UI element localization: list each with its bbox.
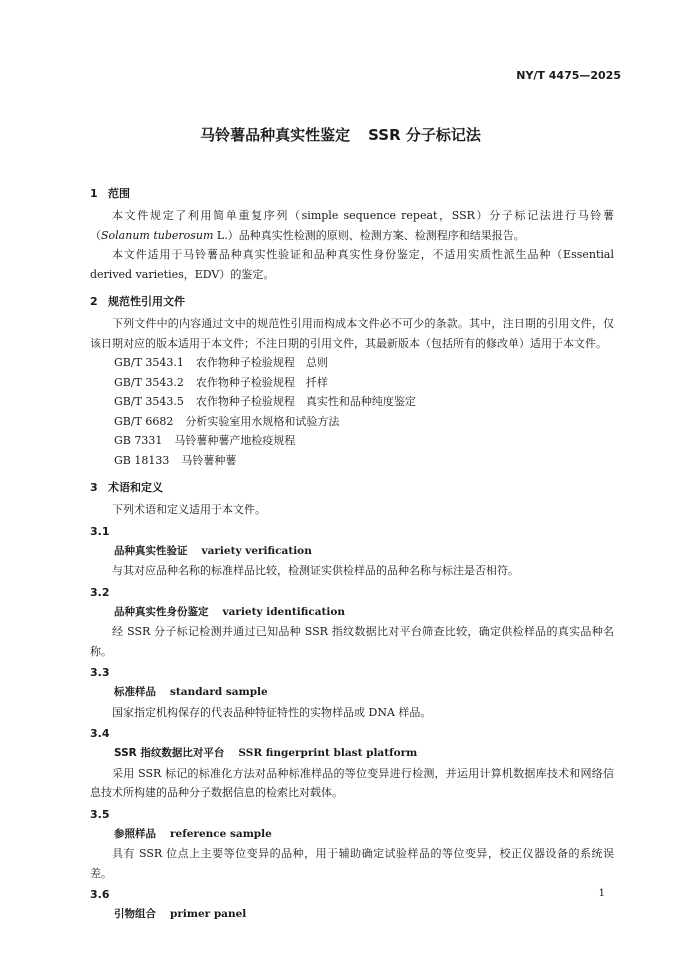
term-heading: SSR 指纹数据比对平台 SSR fingerprint blast platform <box>114 747 418 759</box>
page-number: 1 <box>598 888 605 899</box>
document-body <box>90 176 614 925</box>
term-number: 3.5 <box>90 807 110 821</box>
reference-item: GB/T 3543.2 农作物种子检验规程 扦样 <box>114 375 328 389</box>
term-definition: 经 SSR 分子标记检测并通过已知品种 SSR 指纹数据比对平台筛查比较，确定供检样品的真实品种名称。 <box>90 625 614 658</box>
section-heading-terms: 3 术语和定义 <box>90 481 163 494</box>
reference-item: GB 18133 马铃薯种薯 <box>114 453 237 467</box>
term-heading: 品种真实性验证 variety verification <box>114 544 312 557</box>
term-definition: 与其对应品种名称的标准样品比较，检测证实供检样品的品种名称与标注是否相符。 <box>112 564 519 577</box>
term-heading: 引物组合 primer panel <box>114 908 247 920</box>
standard-code-header: NY/T 4475—2025 <box>516 69 621 82</box>
reference-item: GB 7331 马铃薯种薯产地检疫规程 <box>114 434 296 447</box>
term-number: 3.1 <box>90 524 110 538</box>
term-definition: 具有 SSR 位点上主要等位变异的品种，用于辅助确定试验样品的等位变异，校正仪器设备的系统误差。 <box>90 847 614 880</box>
term-heading: 品种真实性身份鉴定 variety identification <box>114 605 346 618</box>
scope-paragraph-1: 本文件规定了利用简单重复序列（simple sequence repeat，SSR）分子标记法进行马铃薯（Solanum tuberosum L.）品种真实性检测的原则、检测方案、检测程序和结果报告。 <box>90 209 614 242</box>
term-heading: 参照样品 reference sample <box>114 827 272 840</box>
references-intro: 下列文件中的内容通过文中的规范性引用而构成本文件必不可少的条款。其中，注日期的引用文件，仅该日期对应的版本适用于本文件；不注日期的引用文件，其最新版本（包括所有的修改单）适用于本文件。 <box>90 317 614 350</box>
term-definition: 国家指定机构保存的代表品种特征特性的实物样品或 DNA 样品。 <box>112 705 432 719</box>
term-number: 3.6 <box>90 888 110 901</box>
reference-item: GB/T 3543.1 农作物种子检验规程 总则 <box>114 356 328 369</box>
section-heading-scope: 1 范围 <box>90 187 130 200</box>
term-number: 3.2 <box>90 585 110 599</box>
title-part-1: 马铃薯品种真实性鉴定 <box>200 126 351 144</box>
term-definition: 采用 SSR 标记的标准化方法对品种标准样品的等位变异进行检测，并运用计算机数据库技术和网络信息技术所构建的品种分子数据信息的检索比对载体。 <box>90 766 614 799</box>
term-number: 3.3 <box>90 666 110 679</box>
scope-paragraph-2: 本文件适用于马铃薯品种真实性验证和品种真实性身份鉴定，不适用实质性派生品种（Essential derived varieties，EDV）的鉴定。 <box>90 248 614 281</box>
section-heading-normative-references: 2 规范性引用文件 <box>90 295 185 308</box>
document-title <box>0 126 681 146</box>
term-heading: 标准样品 standard sample <box>114 686 268 698</box>
species-latin-name: Solanum tuberosum <box>101 228 214 242</box>
terms-intro: 下列术语和定义适用于本文件。 <box>112 503 266 516</box>
title-part-2: SSR 分子标记法 <box>368 126 481 144</box>
term-number: 3.4 <box>90 727 110 740</box>
reference-item: GB/T 6682 分析实验室用水规格和试验方法 <box>114 414 340 428</box>
reference-item: GB/T 3543.5 农作物种子检验规程 真实性和品种纯度鉴定 <box>114 395 416 408</box>
